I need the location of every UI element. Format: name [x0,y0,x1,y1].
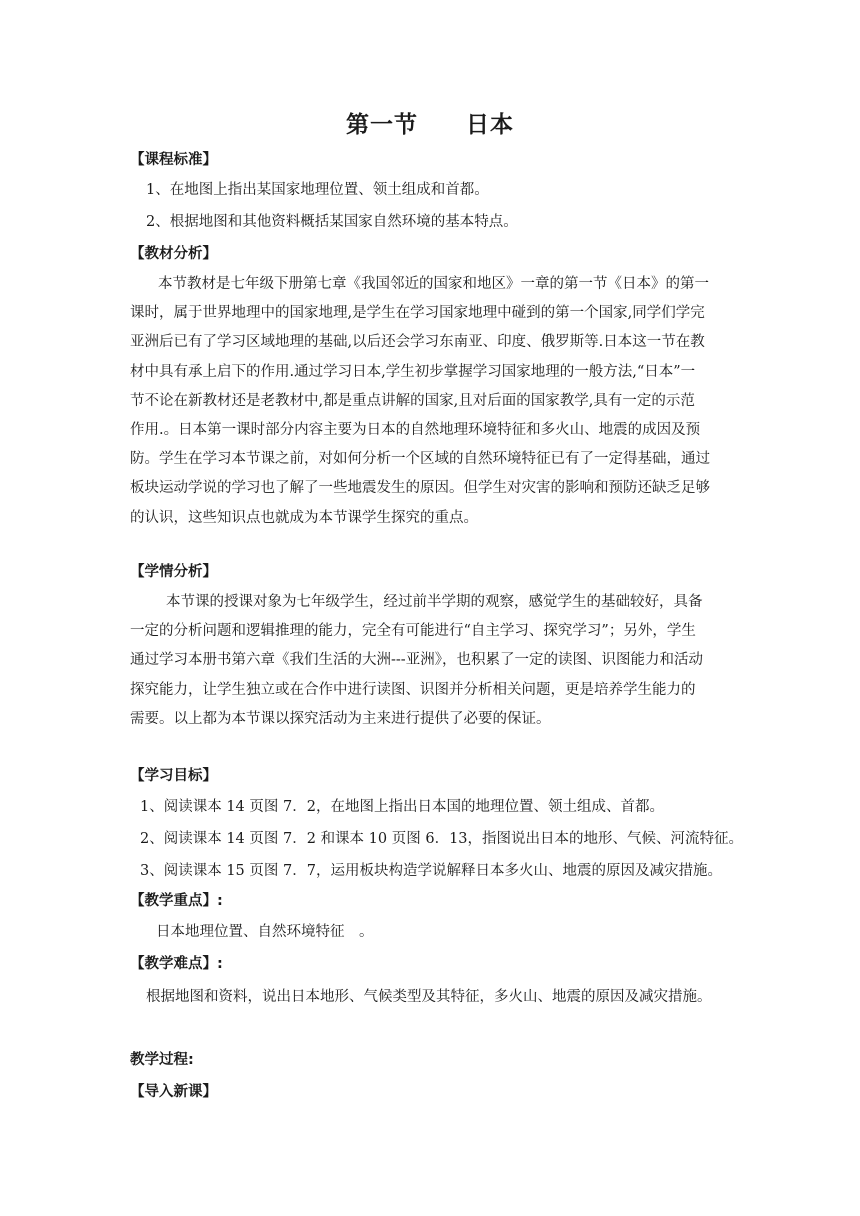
difficulties-heading: 【教学难点】: [130,956,223,972]
paragraph-line: 本节教材是七年级下册第七章《我国邻近的国家和地区》一章的第一节《日本》的第一 [158,276,709,292]
process-heading: 教学过程: [130,1052,194,1068]
page-title: 第一节 日本 [346,112,514,138]
paragraph-line: 节不论在新教材还是老教材中,都是重点讲解的国家,且对后面的国家教学,具有一定的示范 [130,392,695,409]
paragraph-line: 亚洲后已有了学习区域地理的基础,以后还会学习东南亚、印度、俄罗斯等.日本这一节在教 [130,334,705,351]
students-heading: 【学情分析】 [130,564,217,580]
paragraph-line: 探究能力，让学生独立或在合作中进行读图、识图并分析相关问题，更是培养学生能力的 [130,681,696,698]
paragraph-line: 的认识，这些知识点也就成为本节课学生探究的重点。 [130,509,478,526]
difficulties-text: 根据地图和资料，说出日本地形、气候类型及其特征，多火山、地震的原因及减灾措施。 [146,989,712,1005]
objective-item: 3、阅读课本 15 页图 7．7，运用板块构造学说解释日本多火山、地震的原因及减灾措施。 [140,863,722,879]
key-points-text: 日本地理位置、自然环境特征 。 [156,924,374,940]
paragraph-line: 材中具有承上启下的作用.通过学习日本,学生初步掌握学习国家地理的一般方法,“日本”一 [130,363,696,380]
paragraph-line: 需要。以上都为本节课以探究活动为主来进行提供了必要的保证。 [130,710,551,727]
intro-heading: 【导入新课】 [130,1084,217,1100]
paragraph-line: 本节课的授课对象为七年级学生，经过前半学期的观察，感觉学生的基础较好，具备 [166,594,703,610]
paragraph-line: 一定的分析问题和逻辑推理的能力，完全有可能进行“自主学习、探究学习”；另外，学生 [130,623,696,640]
students-paragraph [130,588,730,734]
objective-item: 1、阅读课本 14 页图 7．2，在地图上指出日本国的地理位置、领土组成、首都。 [140,799,664,815]
curriculum-heading: 【课程标准】 [130,152,217,168]
objectives-heading: 【学习目标】 [130,768,217,784]
curriculum-item: 1、在地图上指出某国家地理位置、领土组成和首都。 [146,182,489,198]
paragraph-line: 通过学习本册书第六章《我们生活的大洲---亚洲》，也积累了一定的读图、识图能力和活动 [130,652,703,669]
objective-item: 2、阅读课本 14 页图 7．2 和课本 10 页图 6．13，指图说出日本的地形、气候、河流特征。 [140,831,744,847]
key-points-heading: 【教学重点】: [130,893,223,909]
textbook-heading: 【教材分析】 [130,246,217,262]
paragraph-line: 作用.。日本第一课时部分内容主要为日本的自然地理环境特征和多火山、地震的成因及预 [130,422,701,439]
curriculum-item: 2、根据地图和其他资料概括某国家自然环境的基本特点。 [146,214,518,230]
paragraph-line: 板块运动学说的学习也了解了一些地震发生的原因。但学生对灾害的影响和预防还缺乏足够 [130,480,710,497]
paragraph-line: 课时，属于世界地理中的国家地理,是学生在学习国家地理中碰到的第一个国家,同学们学完 [130,305,705,322]
paragraph-line: 防。学生在学习本节课之前，对如何分析一个区域的自然环境特征已有了一定得基础，通过 [130,451,710,468]
textbook-paragraph [130,270,730,533]
